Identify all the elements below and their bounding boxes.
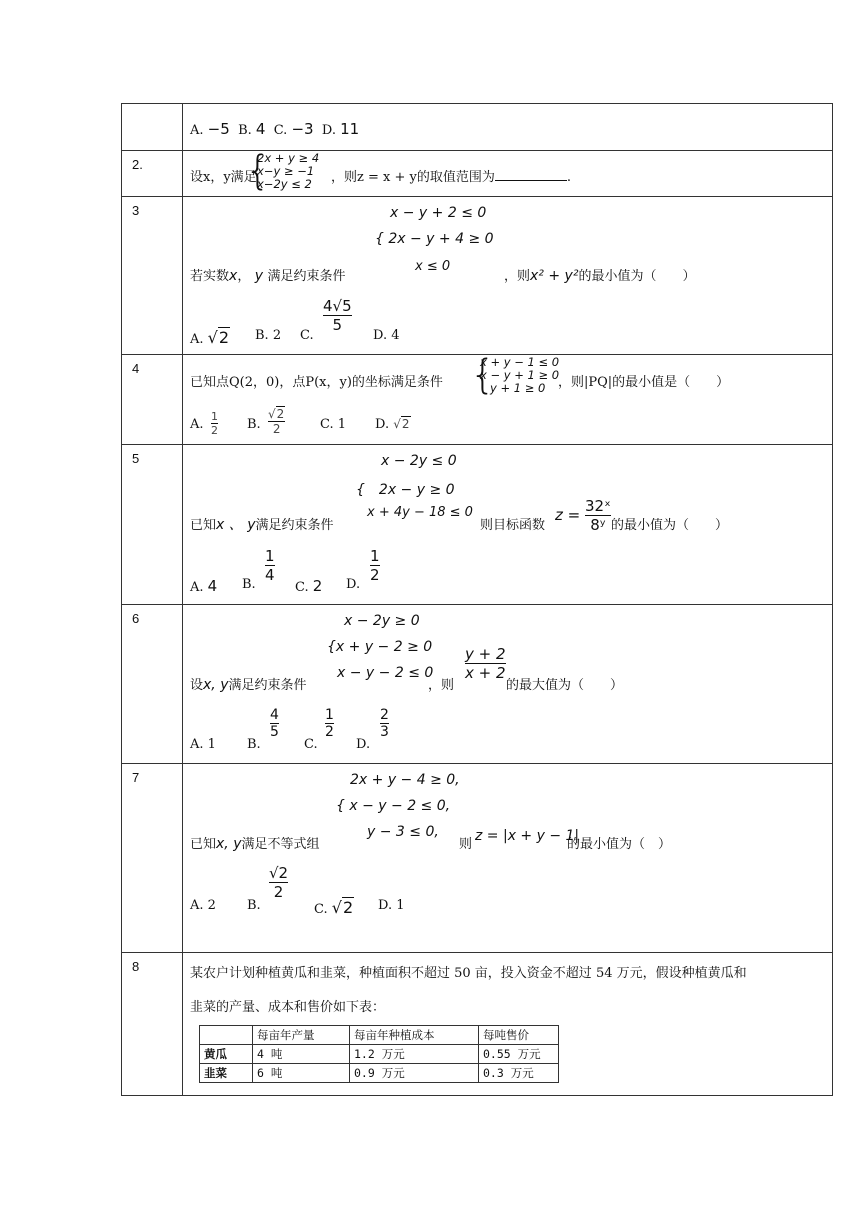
question-text-2: ，则x² + y²的最小值为（ ） [504, 268, 696, 284]
question-text: 若实数x， y 满足约束条件 [190, 268, 346, 284]
constraint-2: {x + y − 2 ≥ 0 [327, 639, 433, 655]
option-c: C. √2 [314, 898, 354, 917]
table-row [122, 148, 833, 197]
constraint-3: y − 3 ≤ 0, [367, 824, 439, 840]
option-b-label: B. [247, 417, 261, 432]
row-content [183, 197, 832, 354]
question-tail: 的最小值为（ ） [567, 837, 672, 852]
goal-function: z = $\frac{\text{32ˣ}}{\text{8ʸ}}$ [555, 497, 611, 534]
row-content [183, 104, 832, 150]
answer-blank [495, 169, 567, 181]
constraint-system: 2x + y ≥ 4 x−y ≥ −1 x−2y ≤ 2 [257, 151, 320, 191]
table-row [122, 605, 833, 764]
option-b-label: B. [247, 898, 261, 913]
constraint-3: x ≤ 0 [415, 259, 451, 274]
question-prefix: 设x，y满足 [190, 170, 257, 185]
row-content [183, 148, 832, 196]
option-c: C. 1 [320, 417, 347, 432]
row-number-cell: 4 [122, 355, 183, 444]
data-table-row: 韭菜 6 吨 0.9 万元 0.3 万元 [200, 1064, 559, 1083]
question-line-1: 某农户计划种植黄瓜和韭菜，种植面积不超过 50 亩，投入资金不超过 54 万元，假设种植黄瓜和 [190, 966, 747, 981]
option-b-label: B. [247, 737, 261, 752]
option-c-fraction: $\frac{1}{2}$ [325, 707, 334, 740]
row-number-cell: 6 [122, 605, 183, 763]
option-d-label: D. [346, 577, 361, 592]
option-d: D. √2 [375, 417, 410, 432]
constraint-1: x − 2y ≥ 0 [344, 613, 420, 629]
table-row [122, 953, 833, 1096]
constraint-3: x + 4y − 18 ≤ 0 [367, 505, 473, 520]
option-c-label: C. [300, 328, 314, 343]
option-d: D. 4 [373, 328, 400, 343]
constraint-2: { 2x − y + 4 ≥ 0 [375, 231, 494, 247]
system-brace: { [245, 148, 271, 194]
table-row [122, 764, 833, 953]
option-a: A. 4 [190, 577, 218, 595]
question-text: ，则|PQ|的最小值是（ ） [558, 375, 730, 390]
row-number-cell: 5 [122, 445, 183, 604]
data-table [199, 1025, 559, 1083]
option-b-fraction: $\frac{√2}{2}$ [269, 864, 289, 901]
option-d: D. 1 [378, 898, 405, 913]
row-content [183, 605, 832, 763]
table-row [122, 197, 833, 355]
option-c-fraction: $\frac{4√5}{5}$ [323, 297, 352, 334]
row-content [183, 445, 832, 604]
question-text: ，则z = x + y的取值范围为 . [331, 170, 571, 185]
option-b: B. 2 [255, 328, 282, 343]
data-table-row: 黄瓜 4 吨 1.2 万元 0.55 万元 [200, 1045, 559, 1064]
constraint-2: { x − y − 2 ≤ 0, [336, 798, 451, 814]
option-d-fraction: $\frac{2}{3}$ [380, 707, 389, 740]
target-expression: z = |x + y − 1| [475, 828, 580, 844]
constraint-2: { 2x − y ≥ 0 [356, 482, 455, 498]
row-content [183, 352, 832, 444]
question-then: ，则 [428, 678, 455, 693]
data-table-header: 每亩年产量 每亩年种植成本 每吨售价 [200, 1026, 559, 1045]
row-number-cell: 8 [122, 953, 183, 1095]
question-text: 已知x, y满足不等式组 [190, 836, 320, 852]
table-row [122, 352, 833, 445]
row-content [183, 764, 832, 952]
option-a-fraction: $\frac{1}{2}$ [211, 410, 218, 437]
option-a-label: A. [190, 417, 204, 432]
option-b-label: B. [242, 577, 256, 592]
option-d-fraction: $\frac{1}{2}$ [370, 547, 380, 584]
question-text: 已知x 、 y满足约束条件 [190, 517, 334, 533]
question-tail: 的最大值为（ ） [506, 678, 624, 693]
option-b-fraction: $\frac{1}{4}$ [265, 547, 275, 584]
constraint-1: x − 2y ≤ 0 [381, 453, 457, 469]
constraint-1: x − y + 2 ≤ 0 [390, 205, 487, 221]
question-text: 设x, y满足约束条件 [190, 677, 307, 693]
option-b-fraction: $\frac{4}{5}$ [270, 707, 279, 740]
question-tail: 的最小值为（ ） [611, 518, 729, 533]
option-a: A. 2 [190, 898, 216, 913]
table-row [122, 104, 833, 151]
option-c: C. 2 [295, 577, 323, 595]
table-row [122, 445, 833, 605]
option-c-label: C. [304, 737, 318, 752]
row-number-cell: 7 [122, 764, 183, 952]
constraint-3: x − y − 2 ≤ 0 [337, 665, 434, 681]
answer-options: A. −5 B. 4 C. −3 D. 11 [190, 120, 360, 138]
option-b-fraction: $\frac{√2}{2}$ [268, 407, 285, 436]
target-fraction: $\frac{y + 2}{x + 2}$ [465, 645, 506, 682]
question-then: 则 [459, 837, 473, 852]
option-a: A. 1 [190, 737, 216, 752]
problem-table [121, 103, 833, 1096]
row-number-cell: 3 [122, 197, 183, 354]
row-content [183, 953, 832, 1095]
goal-label: 则目标函数 [480, 518, 546, 533]
option-a: A. √2 [190, 328, 230, 347]
row-number-cell: 2. [122, 151, 183, 196]
constraint-1: 2x + y − 4 ≥ 0, [350, 772, 460, 788]
constraint-system: x + y − 1 ≤ 0 x − y + 1 ≥ 0 y + 1 ≥ 0 [480, 355, 560, 395]
question-line-2: 韭菜的产量、成本和售价如下表： [190, 1000, 386, 1015]
question-prefix: 已知点Q(2，0)，点P(x，y)的坐标满足条件 [190, 375, 443, 390]
system-brace: { [470, 352, 496, 398]
row-number-cell [122, 104, 183, 150]
option-d-label: D. [356, 737, 371, 752]
